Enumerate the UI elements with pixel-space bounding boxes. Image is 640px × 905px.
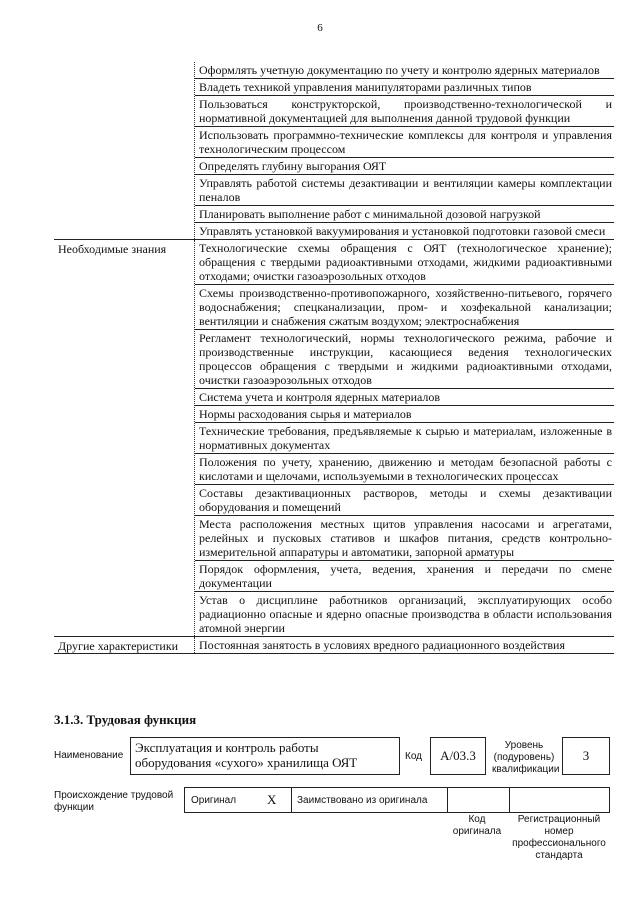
name-label: Наименование (54, 750, 124, 761)
row-label: Необходимые знания (54, 240, 195, 637)
list-item: Управлять работой системы дезактивации и вентиляции камеры комплектации пеналов (195, 175, 614, 206)
function-name-box (130, 737, 400, 775)
original-label: Оригинал (191, 795, 237, 806)
code-box (430, 737, 486, 775)
list-item: Положения по учету, хранению, движению и методам безопасной работы с кислотами и щелочами, используемыми в технологических процессах (195, 454, 614, 485)
list-item: Устав о дисциплине работников организаций, эксплуатирующих особо радиационно опасные и ядерно опасные производства в области использования атомной энергии (199, 593, 612, 635)
list-item: Составы дезактивационных растворов, методы и схемы дезактивации оборудования и помещений (195, 485, 614, 516)
list-item: Порядок оформления, учета, ведения, хранения и передачи по смене документации (195, 561, 614, 592)
table-row (54, 62, 614, 240)
row-content (195, 240, 615, 637)
level-box (562, 737, 610, 775)
section-title: 3.1.3. Трудовая функция (54, 712, 197, 727)
list-item: Оформлять учетную документацию по учету и контролю ядерных материалов (195, 62, 614, 79)
list-item: Постоянная занятость в условиях вредного радиационного воздействия (199, 638, 565, 652)
list-item: Управлять установкой вакуумирования и установкой подготовки газовой смеси (199, 224, 606, 238)
function-name-value: Эксплуатация и контроль работы оборудования «сухого» хранилища ОЯТ (135, 740, 358, 770)
origin-row (184, 787, 610, 813)
original-mark: X (267, 792, 277, 807)
row-label: Другие характеристики (54, 637, 195, 654)
reg-number-label: Регистрационный номер профессионального стандарта (512, 814, 606, 861)
row-content (195, 637, 615, 654)
list-item: Схемы производственно-противопожарного, хозяйственно-питьевого, горячего водоснабжения; спецканализации, пром- и хозфекальной канализации; вентиляции и снабжения сжатым воздухом; электроснабжения (195, 285, 614, 330)
code-value: А/03.3 (440, 748, 476, 763)
list-item: Использовать программно-технические комплексы для контроля и управления технологическим процессом (195, 127, 614, 158)
page-number: 6 (317, 22, 323, 34)
list-item: Нормы расходования сырья и материалов (195, 406, 614, 423)
row-content (195, 62, 615, 240)
table-row (54, 240, 614, 637)
code-original-label: Код оригинала (452, 814, 502, 837)
list-item: Регламент технологический, нормы технологического режима, рабочие и производственные инструкции, касающиеся ведения технологических процессов обращения с твердыми и жидкими радиоактивными отходами, очистки газоаэрозольных отходов (195, 330, 614, 389)
list-item: Места расположения местных щитов управления насосами и агрегатами, релейных и пусковых стативов и шкафов питания, средств контрольно-измерительной аппаратуры и автоматики, запорной арматуры (195, 516, 614, 561)
list-item: Пользоваться конструкторской, производственно-технологической и нормативной документацией для выполнения данной трудовой функции (195, 96, 614, 127)
code-label: Код (405, 751, 423, 762)
list-item: Владеть техникой управления манипуляторами различных типов (195, 79, 614, 96)
level-value: 3 (582, 748, 590, 763)
borrowed-label: Заимствовано из оригинала (297, 795, 428, 806)
list-item: Система учета и контроля ядерных материалов (195, 389, 614, 406)
list-item: Технические требования, предъявляемые к сырью и материалам, изложенные в нормативных документах (195, 423, 614, 454)
list-item: Планировать выполнение работ с минимальной дозовой нагрузкой (195, 206, 614, 223)
list-item: Технологические схемы обращения с ОЯТ (технологическое хранение); обращения с твердыми радиоактивными отходами, жидкими радиоактивными отходами; очистки газоаэрозольных отходов (195, 240, 614, 285)
competency-table (54, 62, 614, 654)
table-row (54, 637, 614, 654)
list-item: Определять глубину выгорания ОЯТ (195, 158, 614, 175)
level-label: Уровень (подуровень) квалификации (492, 740, 560, 775)
row-label (54, 62, 195, 240)
origin-label: Происхождение трудовой функции (54, 790, 174, 813)
